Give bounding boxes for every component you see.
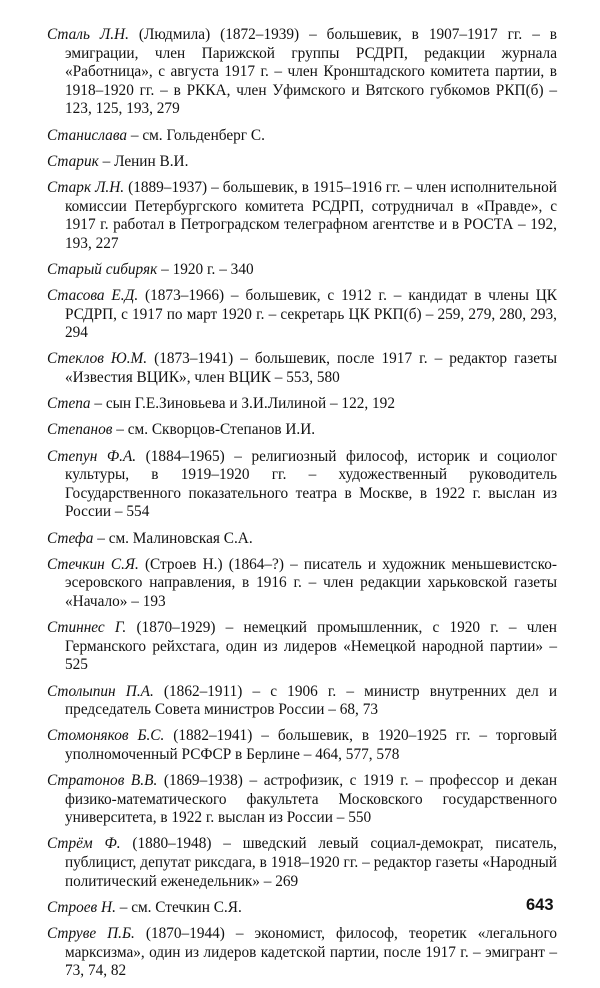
entry-name: Стиннес Г. [47,619,127,637]
page-number: 643 [526,896,554,914]
entry-name: Степанов [47,421,113,439]
index-entry [47,395,557,414]
entry-text: – см. Стечкин С.Я. [115,898,242,916]
entry-text: (1873–1966) – большевик, с 1912 г. – кандидат в члены ЦК РСДРП, с 1917 по март 1920 г. – секретарь ЦК РКП(б) – 259, 279, 280, 293, 294 [65,287,558,342]
entry-text: (1869–1938) – астрофизик, с 1919 г. – профессор и декан физико-математического факультета Московского государственного университета, в 1922 г. выслан из России – 550 [65,772,558,827]
entry-name: Столыпин П.А. [47,682,154,700]
index-entry [47,727,557,764]
entry-text: (1862–1911) – с 1906 г. – министр внутренних дел и председатель Совета министров России – 68, 73 [65,682,558,719]
entry-text: – см. Малиновская С.А. [93,529,253,547]
index-entry [47,261,557,280]
entry-text: (Строев Н.) (1864–?) – писатель и художник меньшевистско-эсеровского направления, в 1916 г. – член редакции харьковской газеты «Начало» – 193 [65,555,557,610]
index-entry [47,127,557,146]
entry-name: Степа [47,395,91,413]
entry-text: (1870–1929) – немецкий промышленник, с 1920 г. – член Германского рейхстага, один из лидеров «Немецкой народной партии» – 525 [65,619,557,674]
entry-text: (1870–1944) – экономист, философ, теоретик «легального марксизма», один из лидеров кадетской партии, после 1917 г. – эмигрант – 73, 74, 82 [65,925,557,980]
index-entry [47,350,557,387]
entry-name: Старик [47,152,99,170]
entry-name: Стефа [47,529,94,547]
index-entry [47,556,557,612]
entry-text: (1880–1948) – шведский левый социал-демократ, писатель, публицист, депутат риксдага, в 1918–1920 гг. – редактор газеты «Народный политический еженедельник» – 269 [65,835,557,890]
index-entry [47,179,557,253]
index-entry [47,153,557,172]
entry-name: Струве П.Б. [47,925,135,943]
entry-text: (1873–1941) – большевик, после 1917 г. – редактор газеты «Известия ВЦИК», член ВЦИК – 553, 580 [65,350,557,387]
entry-text: (1884–1965) – религиозный философ, историк и социолог культуры, в 1919–1920 гг. – художественный руководитель Государственного показательного театра в Москве, в 1922 г. выслан из России – 554 [65,447,557,521]
entry-name: Стечкин С.Я. [47,555,139,573]
entry-text: – Ленин В.И. [98,152,189,170]
entry-text: – 1920 г. – 340 [157,260,254,278]
entry-name: Стрём Ф. [47,835,121,853]
entry-text: (1882–1941) – большевик, в 1920–1925 гг. – торговый уполномоченный РСФСР в Берлине – 464, 577, 578 [65,727,558,763]
entry-name: Старый сибиряк [47,260,158,278]
entry-text: – сын Г.Е.Зиновьева и З.И.Лилиной – 122, 192 [90,395,395,413]
index-entry [47,448,557,522]
index-entry [47,925,557,981]
entry-name: Степун Ф.А. [47,447,137,465]
entry-name: Строев Н. [47,898,116,916]
index-entry [47,26,557,119]
index-entry [47,530,557,549]
index-entry [47,287,557,343]
index-entry [47,683,557,720]
entry-name: Стасова Е.Д. [47,287,139,305]
entry-name: Стомоняков Б.С. [47,727,165,745]
entry-name: Стеклов Ю.М. [47,350,148,368]
entry-name: Старк Л.Н. [47,178,125,196]
entry-text: (Людмила) (1872–1939) – большевик, в 1907–1917 гг. – в эмиграции, член Парижской группы РСДРП, редакции журнала «Работница», с августа 1917 г. – член Кронштадского комитета партии, в 1918–1920 гг. – в РККА, член Уфимского и Вятского губкомов РКП(б) – 123, 125, 193, 279 [65,26,558,118]
entry-name: Сталь Л.Н. [47,26,129,43]
entry-name: Стратонов В.В. [47,772,158,790]
entry-text: – см. Гольденберг С. [127,126,265,144]
entry-text: (1889–1937) – большевик, в 1915–1916 гг. – член исполнительной комиссии Петербургского комитета РСДРП, сотрудничал в «Правде», с 1917 г. работал в Петроградском телеграфном агентстве и в РОСТА – 192, 193, 227 [65,178,557,252]
entry-text: – см. Скворцов-Степанов И.И. [112,421,316,439]
index-entry [47,619,557,675]
index-page [47,26,557,988]
index-entry [47,835,557,891]
index-entry [47,899,557,918]
index-entry [47,772,557,828]
entry-name: Станислава [47,126,128,144]
index-entry [47,421,557,440]
